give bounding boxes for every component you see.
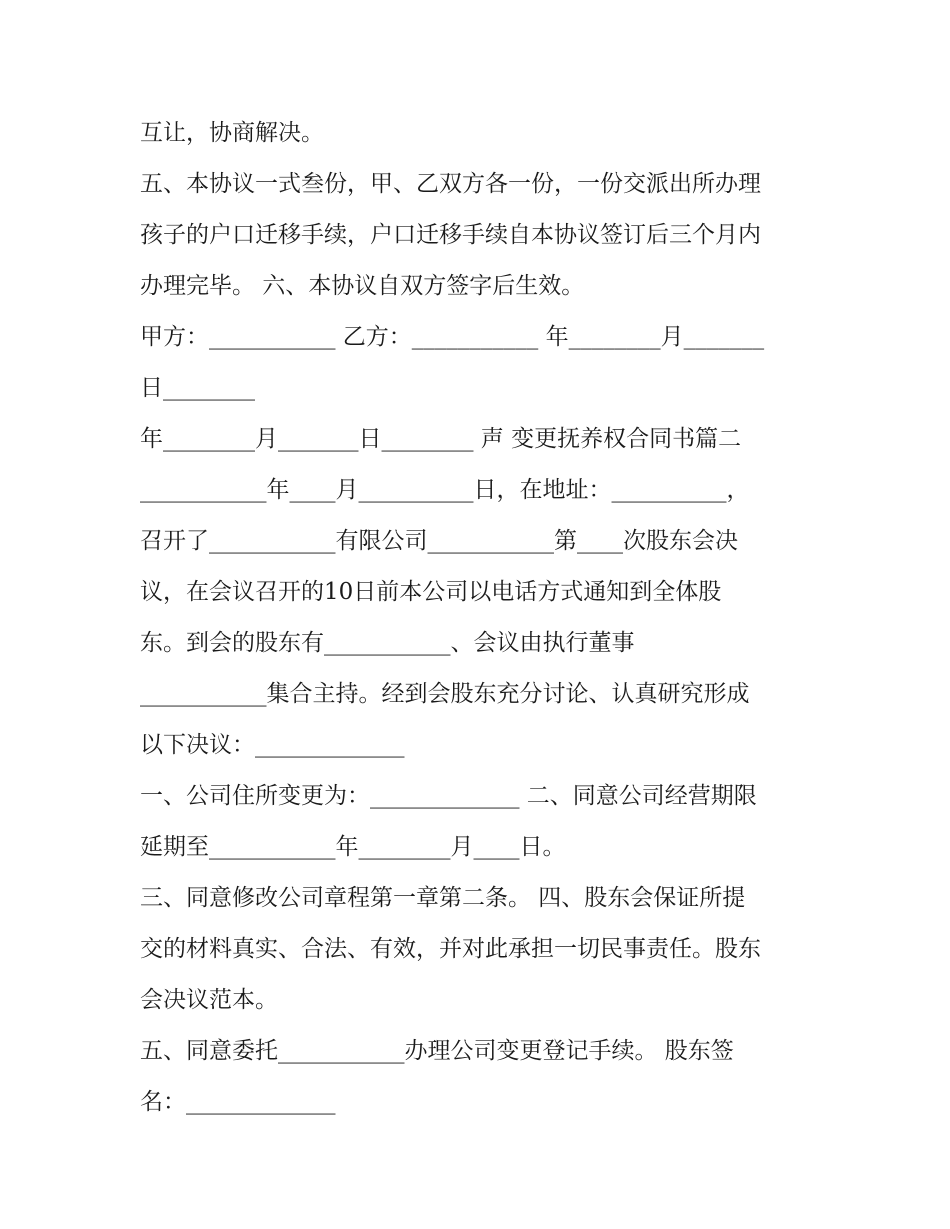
- text-line: 年________月_______日________ 声 变更抚养权合同书篇二: [140, 426, 742, 452]
- text-line: 一、公司住所变更为：_____________ 二、同意公司经营期限: [140, 783, 757, 809]
- text-line: ___________年____月__________日，在地址：__________，: [140, 477, 750, 503]
- text-line: 以下决议：_____________: [140, 732, 405, 758]
- text-line: 议，在会议召开的10日前本公司以电话方式通知到全体股: [140, 579, 722, 605]
- text-line: 五、同意委托___________办理公司变更登记手续。 股东签: [140, 1038, 734, 1064]
- text-line: ___________集合主持。经到会股东充分讨论、认真研究形成: [140, 681, 750, 707]
- text-line: 办理完毕。 六、本协议自双方签字后生效。: [140, 273, 585, 299]
- text-line: 东。到会的股东有___________、会议由执行董事: [140, 630, 635, 656]
- text-line: 召开了___________有限公司___________第____次股东会决: [140, 528, 738, 554]
- text-line: 名：_____________: [140, 1089, 336, 1115]
- text-line: 五、本协议一式叁份，甲、乙双方各一份，一份交派出所办理: [140, 171, 761, 197]
- text-line: 互让，协商解决。: [140, 120, 324, 146]
- text-line: 延期至___________年________月____日。: [140, 834, 566, 860]
- text-line: 三、同意修改公司章程第一章第二条。 四、股东会保证所提: [140, 885, 746, 911]
- text-line: 甲方：___________ 乙方：___________ 年________月_______: [140, 324, 765, 350]
- document-body: [140, 108, 820, 1128]
- text-line: 日________: [140, 375, 255, 401]
- text-line: 交的材料真实、合法、有效，并对此承担一切民事责任。股东: [140, 936, 761, 962]
- text-line: 孩子的户口迁移手续，户口迁移手续自本协议签订后三个月内: [140, 222, 761, 248]
- text-line: 会决议范本。: [140, 987, 278, 1013]
